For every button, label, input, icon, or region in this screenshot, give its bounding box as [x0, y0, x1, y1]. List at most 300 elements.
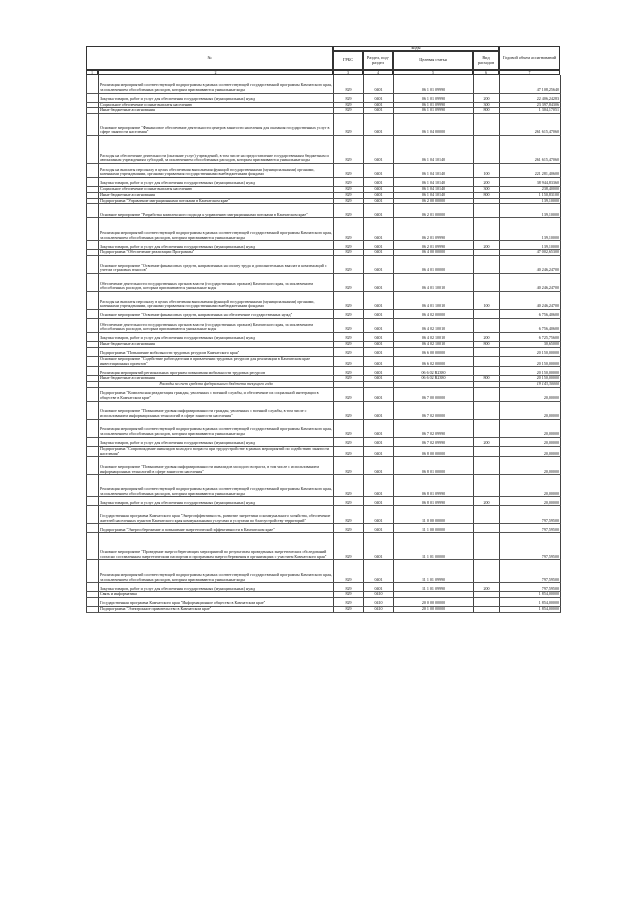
header-num: №	[86, 46, 333, 70]
row-csr: 06 1 04 00000	[394, 114, 474, 136]
table-row	[87, 310, 561, 319]
row-vr: 800	[474, 108, 500, 114]
row-grbs: 829	[334, 192, 364, 198]
row-grbs: 829	[334, 250, 364, 256]
row-vr	[474, 367, 500, 376]
row-vr	[474, 387, 500, 401]
table-row	[87, 178, 561, 187]
row-number	[87, 560, 99, 583]
table-row	[87, 583, 561, 592]
row-amount: 6 756,40600	[500, 310, 561, 319]
row-description: Государственная программа Камчатского края "Энергоэффективность, развитие энергетики и коммунального хозяйства, обеспечение жителей населенных пунктов Камчатского края коммунальными услугами и услугами по благоустройству территорий"	[99, 506, 334, 524]
row-grbs: 829	[334, 524, 364, 533]
table-row	[87, 401, 561, 419]
row-csr: 11 0 00 00000	[394, 506, 474, 524]
row-vr: 100	[474, 292, 500, 310]
row-vr	[474, 256, 500, 274]
table-row	[87, 333, 561, 342]
row-grbs: 829	[334, 136, 364, 164]
row-razdel: 0410	[364, 607, 394, 613]
row-amount: 1 150,83100	[500, 192, 561, 198]
row-razdel: 0401	[364, 164, 394, 178]
table-row	[87, 475, 561, 497]
row-vr	[474, 475, 500, 497]
row-csr: 06 1 01 09990	[394, 75, 474, 93]
row-vr: 100	[474, 164, 500, 178]
row-grbs: 829	[334, 376, 364, 382]
row-vr: 200	[474, 497, 500, 506]
row-csr: 06 1 04 10140	[394, 192, 474, 198]
row-vr	[474, 114, 500, 136]
row-amount: 6 756,40600	[500, 319, 561, 333]
row-vr: 200	[474, 178, 500, 187]
row-grbs: 829	[334, 560, 364, 583]
row-csr: 06 6 00 00000	[394, 347, 474, 356]
row-csr: 06 1 01 09990	[394, 93, 474, 102]
row-description: Подпрограмма "Комплексная реадаптация граждан, уволенных с военной службы, и обеспечение их социальной интеграции в обществе в Камчатском крае"	[99, 387, 334, 401]
table-row	[87, 75, 561, 93]
row-number	[87, 497, 99, 506]
row-description: Расходы на выплаты персоналу в целях обеспечения выполнения функций государственными (муниципальными) органами, казенными учреждениями, органами управления государственными внебюджетными фондами	[99, 164, 334, 178]
row-razdel: 0401	[364, 256, 394, 274]
row-number	[87, 310, 99, 319]
row-grbs: 829	[334, 310, 364, 319]
row-vr	[474, 560, 500, 583]
row-number	[87, 136, 99, 164]
row-csr: 06 4 00 00000	[394, 250, 474, 256]
table-row	[87, 319, 561, 333]
row-vr: 200	[474, 333, 500, 342]
row-description: Подпрограмма "Управление миграционными потоками в Камчатском крае"	[99, 198, 334, 204]
table-row	[87, 274, 561, 292]
row-csr: 06 2 01 09990	[394, 241, 474, 250]
row-vr: 200	[474, 437, 500, 446]
row-csr: 06 4 02 10010	[394, 319, 474, 333]
row-description: Основное мероприятие "Финансовое обеспечение деятельности центров занятости населения для оказания государственных услуг в сфере занятости населения"	[99, 114, 334, 136]
row-razdel: 0401	[364, 319, 394, 333]
row-razdel: 0401	[364, 560, 394, 583]
row-vr: 800	[474, 376, 500, 382]
row-amount: 20,00000	[500, 401, 561, 419]
row-description: Основное мероприятие "Содействие работодателям в привлечении трудовых ресурсов для реализации в Камчатском крае инвестиционных проектов"	[99, 356, 334, 367]
header-vr: Вид расходов	[473, 51, 499, 70]
row-amount: 20,00000	[500, 497, 561, 506]
row-number	[87, 241, 99, 250]
row-description: Обеспечение деятельности государственных органов власти (государственных органов) Камчатского края, за исключением обособленных расходов, которым присваиваются уникальные коды	[99, 274, 334, 292]
row-csr: 06 1 04 10140	[394, 178, 474, 187]
row-number	[87, 274, 99, 292]
row-number	[87, 218, 99, 241]
row-grbs: 829	[334, 75, 364, 93]
row-description: Закупка товаров, работ и услуг для обеспечения государственных (муниципальных) нужд	[99, 497, 334, 506]
row-vr	[474, 204, 500, 218]
row-grbs: 829	[334, 319, 364, 333]
row-amount: 1 854,00000	[500, 607, 561, 613]
row-description: Закупка товаров, работ и услуг для обеспечения государственных (муниципальных) нужд	[99, 437, 334, 446]
row-grbs: 829	[334, 187, 364, 193]
row-number	[87, 319, 99, 333]
table-row	[87, 437, 561, 446]
row-amount: 30,65000	[500, 342, 561, 348]
row-number	[87, 446, 99, 457]
row-number	[87, 506, 99, 524]
row-description: Подпрограмма "Повышение мобильности трудовых ресурсов Камчатского края"	[99, 347, 334, 356]
header-codes: коды	[333, 46, 499, 51]
row-grbs: 829	[334, 446, 364, 457]
row-description: Закупка товаров, работ и услуг для обеспечения государственных (муниципальных) нужд	[99, 333, 334, 342]
row-number	[87, 75, 99, 93]
header-amount: Годовой объем ассигнований	[499, 46, 560, 70]
row-vr	[474, 347, 500, 356]
row-amount: 6 725,75600	[500, 333, 561, 342]
row-razdel: 0401	[364, 114, 394, 136]
row-amount: 261 615,47060	[500, 114, 561, 136]
row-number	[87, 475, 99, 497]
col-num-2: 2	[98, 70, 333, 75]
header-csr: Целевая статья	[393, 51, 473, 70]
row-razdel: 0401	[364, 204, 394, 218]
row-description: Подпрограмма "Сопровождение инвалидов молодого возраста при трудоустройстве в рамках мероприятий по содействию занятости населения"	[99, 446, 334, 457]
row-grbs: 829	[334, 506, 364, 524]
row-amount: 47 108,25640	[500, 75, 561, 93]
row-grbs: 829	[334, 342, 364, 348]
row-amount: 20,00000	[500, 457, 561, 475]
row-csr: 06 8 01 00000	[394, 457, 474, 475]
row-amount: 1 854,00000	[500, 598, 561, 607]
row-csr: 06 7 00 00000	[394, 387, 474, 401]
row-description: Социальное обеспечение и иные выплаты населению	[99, 187, 334, 193]
table-row	[87, 446, 561, 457]
row-description: Иные бюджетные ассигнования	[99, 342, 334, 348]
row-amount: 797,59500	[500, 533, 561, 560]
row-grbs: 829	[334, 292, 364, 310]
row-razdel: 0401	[364, 333, 394, 342]
row-number	[87, 387, 99, 401]
row-grbs: 829	[334, 114, 364, 136]
row-description: Государственная программа Камчатского края "Информационное общество в Камчатском крае"	[99, 598, 334, 607]
row-description: Подпрограмма "Электронное правительство в Камчатском крае"	[99, 607, 334, 613]
row-csr: 06 1 04 10140	[394, 164, 474, 178]
row-grbs: 829	[334, 204, 364, 218]
row-vr	[474, 218, 500, 241]
row-vr	[474, 506, 500, 524]
row-amount: 139,10000	[500, 241, 561, 250]
row-amount: 797,59500	[500, 560, 561, 583]
row-csr: 06 2 01 00000	[394, 204, 474, 218]
row-number	[87, 204, 99, 218]
row-razdel: 0401	[364, 75, 394, 93]
row-csr: 06 6 02 R2380	[394, 367, 474, 376]
row-grbs: 829	[334, 592, 364, 598]
header-grbs: ГРБС	[333, 51, 363, 70]
row-vr: 300	[474, 102, 500, 108]
row-description: Подпрограмма "Обеспечение реализации Программы"	[99, 250, 334, 256]
row-description: Основное мероприятие "Проведение энергосберегающих мероприятий по результатам проведенных энергетических обследований согласно составленным энергетическим паспортам и программам энергосбережения в организациях с участием Камчатского края"	[99, 533, 334, 560]
row-amount: 20,00000	[500, 419, 561, 437]
row-vr: 200	[474, 241, 500, 250]
row-csr: 06 1 01 09990	[394, 102, 474, 108]
row-razdel: 0410	[364, 598, 394, 607]
row-razdel: 0401	[364, 310, 394, 319]
col-num-6: 6	[473, 70, 499, 75]
row-vr	[474, 356, 500, 367]
row-amount: 22 406,24283	[500, 93, 561, 102]
row-description: Основное мероприятие "Освоение финансовых средств, направленных на оплату труда и дополнительных выплат и компенсаций с учетом страховых взносов"	[99, 256, 334, 274]
table-row	[87, 164, 561, 178]
row-csr: 20 0 00 00000	[394, 598, 474, 607]
row-grbs: 829	[334, 437, 364, 446]
row-csr: 06 7 02 09990	[394, 437, 474, 446]
row-amount: 139,10000	[500, 218, 561, 241]
row-description: Подпрограмма "Энергосбережение и повышение энергетической эффективности в Камчатском крае"	[99, 524, 334, 533]
header-razdel: Раздел, под-раздел	[363, 51, 393, 70]
row-description: Закупка товаров, работ и услуг для обеспечения государственных (муниципальных) нужд	[99, 93, 334, 102]
row-number	[87, 347, 99, 356]
table-row	[87, 114, 561, 136]
row-grbs: 829	[334, 333, 364, 342]
row-grbs: 829	[334, 457, 364, 475]
row-razdel: 0401	[364, 274, 394, 292]
row-description: Связь и информатика	[99, 592, 334, 598]
row-vr	[474, 310, 500, 319]
row-csr: 06 6 02 00000	[394, 356, 474, 367]
row-amount: 20 150,00000	[500, 376, 561, 382]
row-csr: 11 1 01 09990	[394, 560, 474, 583]
row-amount: 261 615,47060	[500, 136, 561, 164]
row-csr: 20 1 00 00000	[394, 607, 474, 613]
row-description: Реализация мероприятий региональных программ повышения мобильности трудовых ресурсов	[99, 367, 334, 376]
col-num-4: 4	[363, 70, 393, 75]
row-number	[87, 164, 99, 178]
row-csr: 06 8 00 00000	[394, 446, 474, 457]
row-razdel: 0401	[364, 367, 394, 376]
row-amount: 19 143,30000	[500, 382, 561, 388]
table-row	[87, 560, 561, 583]
row-vr: 800	[474, 192, 500, 198]
row-amount: 20 150,00000	[500, 367, 561, 376]
table-row	[87, 598, 561, 607]
row-grbs: 829	[334, 583, 364, 592]
row-razdel: 0401	[364, 533, 394, 560]
row-number	[87, 333, 99, 342]
row-amount: 139,10000	[500, 204, 561, 218]
row-vr	[474, 524, 500, 533]
row-vr: 300	[474, 187, 500, 193]
row-amount: 1 304,17051	[500, 108, 561, 114]
table-row	[87, 241, 561, 250]
row-csr: 06 6 02 R2380	[394, 376, 474, 382]
row-description: Основное мероприятие "Освоение финансовых средств, направленных на обеспечение государственных нужд"	[99, 310, 334, 319]
row-number	[87, 114, 99, 136]
table-row	[87, 136, 561, 164]
col-num-5: 5	[393, 70, 473, 75]
row-razdel: 0401	[364, 524, 394, 533]
row-amount: 20,00000	[500, 446, 561, 457]
row-razdel: 0401	[364, 583, 394, 592]
table-row	[87, 524, 561, 533]
row-csr: 11 1 01 09990	[394, 583, 474, 592]
row-grbs: 829	[334, 347, 364, 356]
row-razdel: 0401	[364, 178, 394, 187]
row-vr	[474, 457, 500, 475]
table-row	[87, 292, 561, 310]
row-description: Реализация мероприятий соответствующей подпрограммы в рамках соответствующей государственной программы Камчатского края, за исключением обособленных расходов, которым присваиваются уникальные коды	[99, 475, 334, 497]
row-amount: 139,10000	[500, 198, 561, 204]
row-csr: 06 1 01 09990	[394, 108, 474, 114]
row-grbs: 829	[334, 356, 364, 367]
row-description: Реализация мероприятий соответствующей подпрограммы в рамках соответствующей государственной программы Камчатского края, за исключением обособленных расходов, которым присваиваются уникальные коды	[99, 75, 334, 93]
table-row	[87, 506, 561, 524]
row-amount: 40 246,24700	[500, 256, 561, 274]
row-razdel: 0401	[364, 187, 394, 193]
table-row	[87, 497, 561, 506]
row-description: Основное мероприятие "Повышение уровня информированности инвалидов молодого возраста, в том числе с использованием информационных технологий в сфере занятости населения"	[99, 457, 334, 475]
row-grbs: 829	[334, 367, 364, 376]
row-grbs: 829	[334, 93, 364, 102]
row-razdel: 0401	[364, 250, 394, 256]
row-number	[87, 533, 99, 560]
row-csr: 11 1 01 00000	[394, 533, 474, 560]
row-amount: 797,59500	[500, 524, 561, 533]
row-number	[87, 256, 99, 274]
row-number	[87, 178, 99, 187]
row-number	[87, 437, 99, 446]
row-csr: 06 7 02 09990	[394, 419, 474, 437]
row-vr	[474, 75, 500, 93]
row-razdel: 0401	[364, 93, 394, 102]
row-number	[87, 367, 99, 376]
row-description: Реализация мероприятий соответствующей подпрограммы в рамках соответствующей государственной программы Камчатского края, за исключением обособленных расходов, которым присваиваются уникальные коды	[99, 419, 334, 437]
row-number	[87, 607, 99, 613]
row-number	[87, 583, 99, 592]
row-number	[87, 401, 99, 419]
row-grbs: 829	[334, 401, 364, 419]
row-razdel: 0401	[364, 347, 394, 356]
row-razdel: 0401	[364, 198, 394, 204]
row-grbs: 829	[334, 475, 364, 497]
row-grbs: 829	[334, 419, 364, 437]
row-description: Основное мероприятие "Разработка комплексного подхода к управлению миграционными потоками в Камчатском крае"	[99, 204, 334, 218]
budget-table	[86, 75, 561, 613]
row-razdel: 0401	[364, 241, 394, 250]
row-description: Закупка товаров, работ и услуг для обеспечения государственных (муниципальных) нужд	[99, 241, 334, 250]
row-number	[87, 356, 99, 367]
row-razdel: 0401	[364, 292, 394, 310]
row-amount: 238,40000	[500, 187, 561, 193]
row-razdel: 0401	[364, 437, 394, 446]
row-csr: 06 4 01 10010	[394, 274, 474, 292]
table-row	[87, 419, 561, 437]
row-vr	[474, 419, 500, 437]
row-description: Иные бюджетные ассигнования	[99, 108, 334, 114]
row-razdel: 0401	[364, 457, 394, 475]
row-amount: 40 246,24700	[500, 274, 561, 292]
col-num-1: 1	[86, 70, 98, 75]
row-csr: 06 2 00 00000	[394, 198, 474, 204]
row-amount: 47 002,65300	[500, 250, 561, 256]
row-razdel: 0401	[364, 497, 394, 506]
row-razdel: 0401	[364, 108, 394, 114]
row-razdel: 0401	[364, 342, 394, 348]
row-grbs: 829	[334, 607, 364, 613]
row-razdel: 0401	[364, 192, 394, 198]
table-row	[87, 204, 561, 218]
row-csr: 11 1 00 00000	[394, 524, 474, 533]
row-number	[87, 419, 99, 437]
table-row	[87, 387, 561, 401]
row-razdel: 0401	[364, 387, 394, 401]
row-amount: 20,00000	[500, 437, 561, 446]
row-vr	[474, 533, 500, 560]
row-description: Социальное обеспечение и иные выплаты населению	[99, 102, 334, 108]
row-grbs: 829	[334, 164, 364, 178]
row-razdel: 0410	[364, 592, 394, 598]
row-amount: 797,59500	[500, 506, 561, 524]
row-grbs: 829	[334, 387, 364, 401]
row-description: Иные бюджетные ассигнования	[99, 376, 334, 382]
row-number	[87, 93, 99, 102]
table-header	[86, 46, 560, 70]
row-razdel: 0401	[364, 102, 394, 108]
row-vr	[474, 136, 500, 164]
col-num-7: 7	[499, 70, 560, 75]
row-razdel: 0401	[364, 446, 394, 457]
row-amount: 20 150,00000	[500, 347, 561, 356]
row-description: Расходы на выплаты персоналу в целях обеспечения выполнения функций государственными (муниципальными) органами, казенными учреждениями, органами управления государственными внебюджетными фондами	[99, 292, 334, 310]
table-row	[87, 457, 561, 475]
row-number	[87, 524, 99, 533]
row-amount: 20,00000	[500, 387, 561, 401]
table-row	[87, 347, 561, 356]
table-row	[87, 607, 561, 613]
row-csr: 06 4 02 10010	[394, 333, 474, 342]
row-number	[87, 457, 99, 475]
row-grbs: 829	[334, 241, 364, 250]
row-vr	[474, 319, 500, 333]
row-description: Расходы за счет средств федерального бюджета текущего года	[99, 382, 334, 388]
row-description: Иные бюджетные ассигнования	[99, 192, 334, 198]
col-num-3: 3	[333, 70, 363, 75]
row-razdel: 0401	[364, 475, 394, 497]
row-grbs: 829	[334, 256, 364, 274]
row-description: Закупка товаров, работ и услуг для обеспечения государственных (муниципальных) нужд	[99, 178, 334, 187]
row-amount: 221 281,40600	[500, 164, 561, 178]
table-row	[87, 256, 561, 274]
row-grbs: 829	[334, 178, 364, 187]
row-vr: 800	[474, 342, 500, 348]
row-vr	[474, 598, 500, 607]
row-csr: 06 4 01 00000	[394, 256, 474, 274]
row-description: Обеспечение деятельности государственных органов власти (государственных органов) Камчатского края, за исключением обособленных расходов, которым присваиваются уникальные коды	[99, 319, 334, 333]
row-vr	[474, 446, 500, 457]
row-csr: 06 7 02 00000	[394, 401, 474, 419]
row-vr	[474, 274, 500, 292]
row-csr: 06 1 04 10140	[394, 187, 474, 193]
row-amount: 38 944,83360	[500, 178, 561, 187]
row-description: Реализация мероприятий соответствующей подпрограммы в рамках соответствующей государственной программы Камчатского края, за исключением обособленных расходов, которым присваиваются уникальные коды	[99, 218, 334, 241]
row-grbs: 829	[334, 102, 364, 108]
row-vr: 200	[474, 583, 500, 592]
table-row	[87, 367, 561, 376]
row-grbs: 829	[334, 598, 364, 607]
row-razdel: 0401	[364, 356, 394, 367]
row-description: Реализация мероприятий соответствующей подпрограммы в рамках соответствующей государственной программы Камчатского края, за исключением обособленных расходов, которым присваиваются уникальные коды	[99, 560, 334, 583]
row-csr: 06 2 01 09990	[394, 218, 474, 241]
row-grbs: 829	[334, 218, 364, 241]
table-row	[87, 218, 561, 241]
row-razdel: 0401	[364, 376, 394, 382]
row-grbs: 829	[334, 533, 364, 560]
